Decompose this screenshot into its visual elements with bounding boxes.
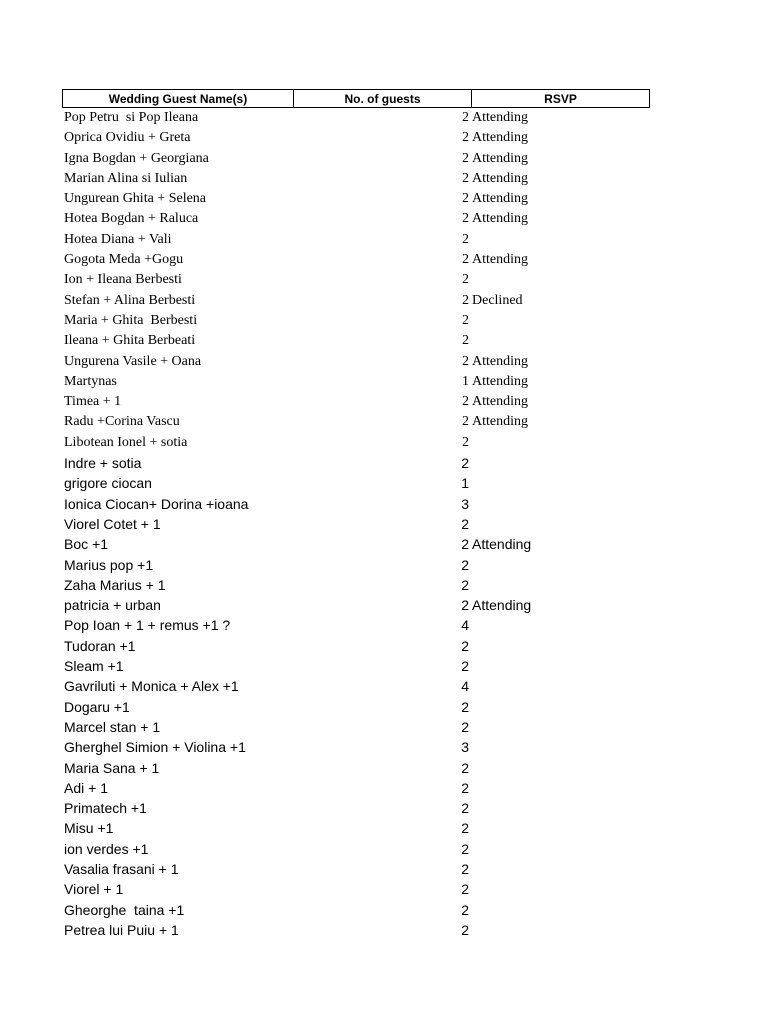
table-row[interactable] — [62, 920, 650, 940]
guest-count-cell: 2 — [462, 333, 469, 349]
guest-count-cell: 3 — [461, 739, 469, 756]
table-row[interactable] — [62, 189, 650, 209]
guest-count-cell: 2 — [461, 698, 469, 715]
guest-name-cell: Ionica Ciocan+ Dorina +ioana — [64, 495, 249, 512]
table-row[interactable] — [62, 270, 650, 290]
guest-name-cell: Dogaru +1 — [64, 698, 130, 715]
guest-name-cell: Boc +1 — [64, 536, 108, 553]
guest-count-cell: 2 — [461, 881, 469, 898]
guest-count-cell: 1 — [461, 475, 469, 492]
guest-name-cell: Indre + sotia — [64, 455, 142, 472]
guest-name-cell: Marius pop +1 — [64, 556, 154, 573]
guest-name-cell: Pop Petru si Pop Ileana — [64, 110, 199, 125]
guest-name-cell: Adi + 1 — [64, 779, 108, 796]
table-row[interactable] — [62, 555, 650, 575]
guest-name-cell: Radu +Corina Vascu — [64, 414, 180, 430]
guest-count-cell: 2 — [461, 840, 469, 857]
guest-name-cell: Timea + 1 — [64, 394, 122, 410]
table-row[interactable] — [62, 412, 650, 432]
guest-count-cell: 2 — [461, 455, 469, 472]
guest-name-cell: Misu +1 — [64, 820, 114, 837]
rsvp-cell: Attending — [472, 536, 532, 553]
table-row[interactable] — [62, 636, 650, 656]
table-row[interactable] — [62, 291, 650, 311]
rsvp-cell: Attending — [472, 353, 528, 369]
guest-count-cell: 2 — [461, 860, 469, 877]
table-row[interactable] — [62, 900, 650, 920]
table-body — [62, 108, 650, 940]
rsvp-cell: Declined — [472, 292, 523, 308]
table-row[interactable] — [62, 575, 650, 595]
guest-count-cell: 3 — [461, 495, 469, 512]
guest-count-cell: 2 — [461, 901, 469, 918]
guest-name-cell: Tudoran +1 — [64, 637, 136, 654]
rsvp-cell: Attending — [472, 150, 528, 166]
guest-name-cell: Maria + Ghita Berbesti — [64, 312, 198, 328]
table-row[interactable] — [62, 453, 650, 473]
guest-list-sheet — [62, 89, 650, 940]
guest-name-cell: Martynas — [64, 373, 117, 389]
table-row[interactable] — [62, 676, 650, 696]
table-row[interactable] — [62, 209, 650, 229]
guest-name-cell: Viorel + 1 — [64, 881, 124, 898]
guest-name-cell: patricia + urban — [64, 597, 161, 614]
guest-count-cell: 2 — [461, 536, 469, 553]
guest-count-cell: 2 — [461, 718, 469, 735]
table-row[interactable] — [62, 433, 650, 453]
table-row[interactable] — [62, 392, 650, 412]
guest-count-cell: 2 — [461, 921, 469, 938]
guest-name-cell: Zaha Marius + 1 — [64, 576, 166, 593]
guest-count-cell: 2 — [462, 434, 469, 450]
guest-count-cell: 2 — [461, 759, 469, 776]
table-row[interactable] — [62, 169, 650, 189]
rsvp-cell: Attending — [472, 170, 528, 186]
guest-count-cell: 2 — [462, 292, 469, 308]
table-row[interactable] — [62, 656, 650, 676]
guest-name-cell: Hotea Bogdan + Raluca — [64, 211, 199, 227]
guest-name-cell: Ion + Ileana Berbesti — [64, 272, 182, 288]
guest-count-cell: 2 — [461, 576, 469, 593]
guest-count-cell: 2 — [461, 597, 469, 614]
table-row[interactable] — [62, 230, 650, 250]
rsvp-cell: Attending — [472, 252, 528, 268]
guest-name-cell: Marcel stan + 1 — [64, 718, 161, 735]
guest-count-cell: 4 — [461, 617, 469, 634]
guest-count-cell: 2 — [461, 515, 469, 532]
guest-name-cell: Oprica Ovidiu + Greta — [64, 130, 191, 146]
guest-name-cell: Marian Alina si Iulian — [64, 170, 188, 186]
guest-count-cell: 2 — [462, 150, 469, 166]
guest-name-cell: Maria Sana + 1 — [64, 759, 160, 776]
table-row[interactable] — [62, 595, 650, 615]
rsvp-cell: Attending — [472, 110, 528, 125]
guest-name-cell: Ungurean Ghita + Selena — [64, 191, 207, 207]
guest-count-cell: 2 — [461, 779, 469, 796]
guest-name-cell: Ungurena Vasile + Oana — [64, 353, 202, 369]
guest-name-cell: Viorel Cotet + 1 — [64, 515, 161, 532]
guest-name-cell: Gherghel Simion + Violina +1 — [64, 739, 246, 756]
guest-count-cell: 2 — [461, 637, 469, 654]
guest-count-cell: 2 — [462, 272, 469, 288]
guest-name-cell: Igna Bogdan + Georgiana — [64, 150, 209, 166]
guest-name-cell: Ileana + Ghita Berbeati — [64, 333, 196, 349]
guest-count-cell: 1 — [462, 373, 469, 389]
guest-name-cell: grigore ciocan — [64, 475, 152, 492]
table-header — [62, 89, 650, 108]
rsvp-cell: Attending — [472, 414, 528, 430]
guest-name-cell: ion verdes +1 — [64, 840, 149, 857]
guest-name-cell: Libotean Ionel + sotia — [64, 434, 188, 450]
guest-count-cell: 2 — [462, 252, 469, 268]
table-row[interactable] — [62, 737, 650, 757]
guest-name-cell: Pop Ioan + 1 + remus +1 ? — [64, 617, 231, 634]
table-row[interactable] — [62, 494, 650, 514]
guest-count-cell: 2 — [461, 658, 469, 675]
table-row[interactable] — [62, 798, 650, 818]
table-row[interactable] — [62, 615, 650, 635]
guest-name-cell: Gheorghe taina +1 — [64, 901, 185, 918]
guest-count-cell: 2 — [462, 414, 469, 430]
guest-count-cell: 4 — [461, 678, 469, 695]
rsvp-cell: Attending — [472, 373, 528, 389]
table-row[interactable] — [62, 473, 650, 493]
table-row[interactable] — [62, 818, 650, 838]
guest-count-cell: 2 — [462, 191, 469, 207]
guest-count-cell: 2 — [462, 170, 469, 186]
guest-name-cell: Hotea Diana + Vali — [64, 231, 172, 247]
rsvp-cell: Attending — [472, 597, 532, 614]
guest-count-cell: 2 — [462, 231, 469, 247]
table-row[interactable] — [62, 758, 650, 778]
table-row[interactable] — [62, 149, 650, 169]
table-row[interactable] — [62, 352, 650, 372]
guest-count-cell: 2 — [462, 394, 469, 410]
guest-count-cell: 2 — [461, 800, 469, 817]
table-row[interactable] — [62, 372, 650, 392]
guest-name-cell: Vasalia frasani + 1 — [64, 860, 179, 877]
rsvp-cell: Attending — [472, 211, 528, 227]
table-row[interactable] — [62, 717, 650, 737]
table-row[interactable] — [62, 879, 650, 899]
guest-count-cell: 2 — [461, 556, 469, 573]
guest-count-cell: 2 — [462, 312, 469, 328]
guest-count-cell: 2 — [462, 110, 469, 125]
column-header-rsvp[interactable]: RSVP — [544, 91, 577, 106]
table-row[interactable] — [62, 697, 650, 717]
guest-count-cell: 2 — [461, 820, 469, 837]
table-row[interactable] — [62, 331, 650, 351]
guest-name-cell: Petrea lui Puiu + 1 — [64, 921, 179, 938]
guest-count-cell: 2 — [462, 211, 469, 227]
table-row[interactable] — [62, 311, 650, 331]
guest-name-cell: Gavriluti + Monica + Alex +1 — [64, 678, 239, 695]
guest-name-cell: Gogota Meda +Gogu — [64, 252, 184, 268]
table-row[interactable] — [62, 859, 650, 879]
guest-count-cell: 2 — [462, 130, 469, 146]
guest-name-cell: Primatech +1 — [64, 800, 147, 817]
table-row[interactable] — [62, 128, 650, 148]
table-row[interactable] — [62, 250, 650, 270]
guest-name-cell: Sleam +1 — [64, 658, 124, 675]
rsvp-cell: Attending — [472, 191, 528, 207]
guest-count-cell: 2 — [462, 353, 469, 369]
rsvp-cell: Attending — [472, 394, 528, 410]
rsvp-cell: Attending — [472, 130, 528, 146]
table-row[interactable] — [62, 778, 650, 798]
column-header-guest-count[interactable]: No. of guests — [294, 90, 472, 107]
column-header-guest-names[interactable]: Wedding Guest Name(s) — [63, 90, 294, 107]
table-row[interactable] — [62, 108, 650, 128]
table-row[interactable] — [62, 514, 650, 534]
table-row[interactable] — [62, 534, 650, 554]
guest-name-cell: Stefan + Alina Berbesti — [64, 292, 196, 308]
table-row[interactable] — [62, 839, 650, 859]
